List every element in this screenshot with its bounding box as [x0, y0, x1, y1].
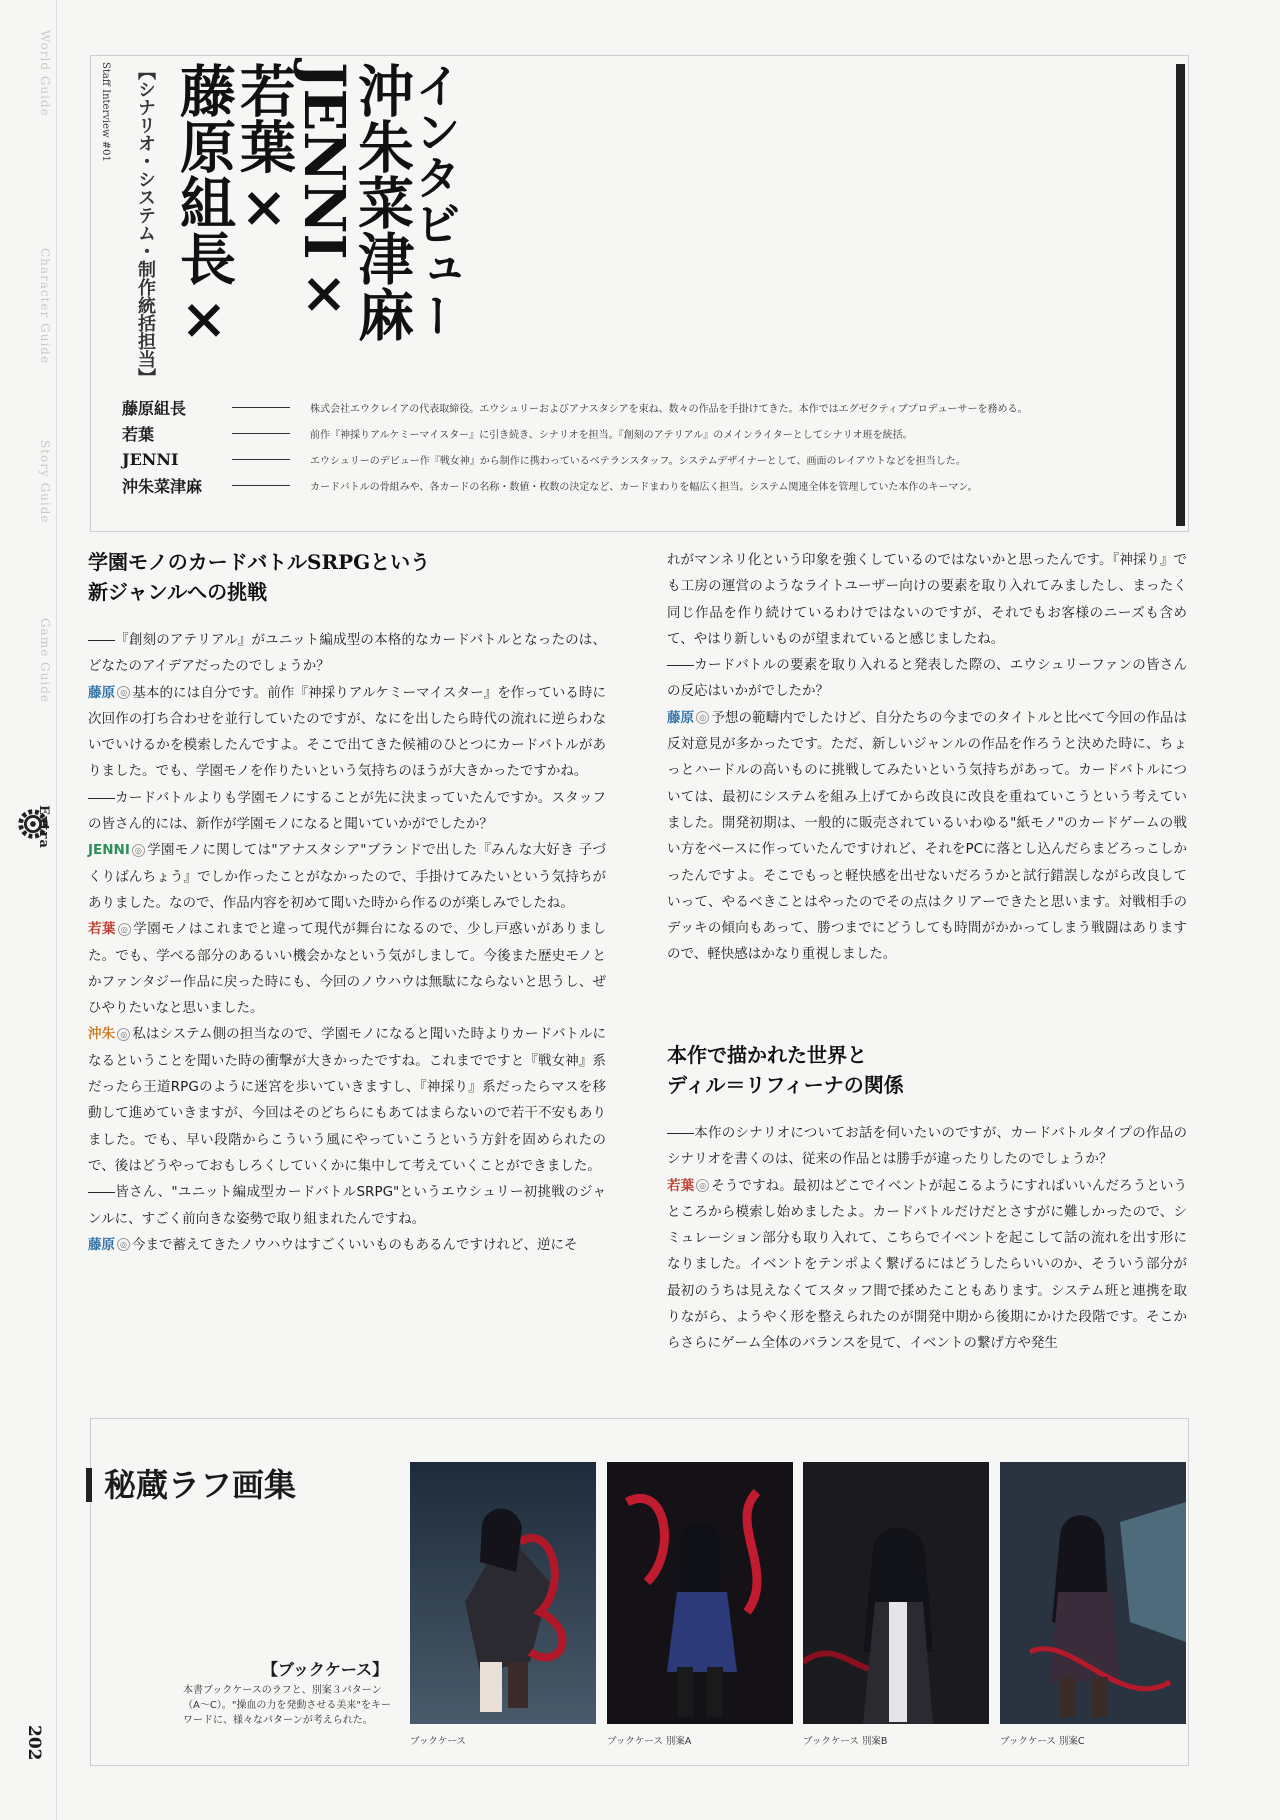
answer-text: 予想の範疇内でしたけど、自分たちの今までのタイトルと比べて今回の作品は反対意見が多かったです。ただ、新しいジャンルの作品を作ろうと決めた時に、ちょっとハードルの高いものに挑戦してみたいという気持ちがあって。カードバトルについては、最初にシステムを組み上げてから改良に改良を重ねていこうという考えていました。開発初期は、一般的に販売されているいわゆる"紙モノ"のカードゲームの戦い方をベースに作っていたんですけれど、それをPCに落とし込んだらまどろっこしかったんですよ。そこでもっと軽快感を出せないだろうかと試行錯誤しながら改良していって、やるべきことはやったのでその点はクリアーできたと思います。対戦相手のデッキの傾向もあって、勝つまでにどうしても時間がかかってしまう戦闘はありますので、軽快感はかなり重視しました。 [667, 709, 1188, 963]
speaker-mark-icon: ◎ [117, 1238, 130, 1251]
image-caption: ブックケース 別案A [607, 1736, 692, 1747]
speaker-label: 若葉 [88, 921, 116, 938]
answer-text: そうですね。最初はどこでイベントが起こるようにすればいいんだろうというところから模索し始めましたよ。カードバトルだけだとさすがに難しかったので、シミュレーション部分も取り入れて、こちらでイベントを起こして話の流れを出す形になりました。イベントをテンポよく繋げるにはどうしたらいいのか、そういう部分が最初のうちは見えなくてスタッフ間で揉めたこともあります。システム班と連携を取りながら、ようやく形を整えられたのが開発中期から後期にかけた段階です。そこからさらにゲーム全体のバランスを見て、イベントの繋げ方や発生 [667, 1177, 1188, 1352]
interview-answer [667, 1173, 1187, 1357]
gear-icon [14, 805, 52, 843]
interview-answer [667, 705, 1187, 968]
bookcase-alt-a-image [607, 1462, 793, 1724]
bookcase-description: 本書ブックケースのラフと、別案３パターン（A～C）。"操血の力を発動させる美来"をキーワードに、様々なパターンが考えられた。 [183, 1685, 392, 1726]
interview-question: ――カードバトルよりも学園モノにすることが先に決まっていたんですか。スタッフの皆さん的には、新作が学園モノになると聞いていかがでしたか？ [88, 789, 606, 833]
title-role-subtitle: 【シナリオ・システム・制作統括担当】 [135, 62, 156, 386]
interview-answer [88, 837, 606, 916]
staff-name: 藤原組長 [122, 398, 187, 418]
image-caption: ブックケース 別案B [803, 1736, 888, 1747]
side-nav-story-guide: Story Guide [38, 440, 52, 524]
side-nav-world-guide: World Guide [38, 30, 52, 117]
speaker-label: 藤原 [88, 684, 116, 701]
image-caption: ブックケース [410, 1736, 466, 1747]
staff-row [122, 447, 966, 471]
side-nav-game-guide: Game Guide [38, 618, 52, 703]
title-fujiwara: 藤原組長× [171, 62, 237, 352]
speaker-mark-icon: ◎ [696, 1179, 709, 1192]
interview-answer [88, 916, 606, 1021]
bookcase-title: 【ブックケース】 [262, 1660, 389, 1679]
staff-divider-line [232, 433, 290, 434]
interview-answer [88, 680, 606, 785]
article-column-left [88, 627, 606, 1258]
side-nav-extra: Extra [36, 805, 51, 849]
speaker-mark-icon: ◎ [117, 1028, 130, 1041]
bookcase-rough-image [410, 1462, 596, 1724]
article-column-right [667, 547, 1187, 968]
section-heading-line: ディル＝リフィーナの関係 [667, 1073, 904, 1097]
interview-question: ――皆さん、"ユニット編成型カードバトルSRPG"というエウシュリー初挑戦のジャンルに、すごく前向きな姿勢で取り組まれたんですね。 [88, 1184, 606, 1227]
side-nav-character-guide: Character Guide [38, 248, 52, 365]
staff-divider-line [232, 407, 290, 408]
side-navigation [16, 0, 57, 1820]
speaker-label: JENNI [88, 842, 130, 859]
staff-name: JENNI [122, 449, 179, 469]
answer-text: 学園モノはこれまでと違って現代が舞台になるので、少し戸惑いがありました。でも、学べる部分のあるいい機会かなという気がしまして。今後また歴史モノとかファンタジー作品に戻った時にも、今回のノウハウは無駄にならないと思うし、ぜひやりたいなと思いました。 [88, 921, 606, 1017]
staff-description: 株式会社エウクレイアの代表取締役。エウシュリーおよびアナスタシアを束ね、数々の作品を手掛けてきた。本作ではエグゼクティブプロデューサーを務める。 [310, 403, 1028, 415]
interview-answer [88, 1021, 606, 1179]
answer-text: 基本的には自分です。前作『神採りアルケミーマイスター』を作っている時に次回作の打ち合わせを並行していたのですが、なにを出したら時代の流れに逆らわないでいけるかを模索したんですよ。そこで出てきた候補のひとつにカードバトルがありました。でも、学園モノを作りたいという気持ちのほうが大きかったですかね。 [88, 684, 606, 780]
speaker-label: 若葉 [667, 1177, 695, 1194]
page-number: 202 [24, 1725, 44, 1761]
gallery-accent-bar [86, 1468, 92, 1502]
speaker-mark-icon: ◎ [696, 711, 709, 724]
staff-description: エウシュリーのデビュー作『戦女神』から制作に携わっているベテランスタッフ。システムデザイナーとして、画面のレイアウトなどを担当した。 [310, 455, 966, 467]
staff-row [122, 395, 1028, 419]
title-interview: インタビュー [408, 62, 462, 338]
answer-text: 学園モノに関しては"アナスタシア"ブランドで出した『みんな大好き 子づくりばんちょう』でしか作ったことがなかったので、手掛けてみたいという気持ちがありました。なので、作品内容を初めて聞いた時から作るのが楽しみでしたね。 [88, 842, 606, 911]
header-accent-bar [1176, 64, 1185, 526]
section-heading-2 [667, 1040, 904, 1100]
interview-question: ――本作のシナリオについてお話を伺いたいのですが、カードバトルタイプの作品のシナリオを書くのは、従来の作品とは勝手が違ったりしたのでしょうか？ [667, 1125, 1187, 1168]
interview-question: ――『創刻のアテリアル』がユニット編成型の本格的なカードバトルとなったのは、どなたのアイデアだったのでしょうか？ [88, 632, 606, 675]
speaker-mark-icon: ◎ [118, 923, 131, 936]
section-heading-line: 新ジャンルへの挑戦 [88, 580, 268, 604]
speaker-mark-icon: ◎ [132, 844, 145, 857]
series-label: Staff Interview #01 [100, 62, 111, 162]
staff-name: 沖朱菜津麻 [122, 476, 203, 496]
title-oki: 沖朱菜津麻 [349, 62, 415, 342]
section-heading-line: 学園モノのカードバトルSRPGという [88, 550, 431, 574]
title-wakaba: 若葉× [231, 62, 297, 240]
gallery-title: 秘蔵ラフ画集 [104, 1466, 297, 1504]
speaker-label: 藤原 [667, 709, 695, 726]
answer-continuation: れがマンネリ化という印象を強くしているのではないかと思ったんです。『神採り』でも工房の運営のようなライトユーザー向けの要素を取り入れてみましたし、まったく同じ作品を作り続けているわけではないのですが、それでもお客様のニーズも含めて、やはり新しいものが望まれていると感じましたね。 [667, 552, 1187, 647]
bookcase-alt-b-image [803, 1462, 989, 1724]
staff-name: 若葉 [122, 424, 155, 444]
section-heading-line: 本作で描かれた世界と [667, 1043, 867, 1067]
staff-row [122, 421, 913, 445]
article-column-right-2 [667, 1120, 1187, 1357]
speaker-label: 沖朱 [88, 1026, 116, 1043]
section-heading-1 [88, 547, 430, 607]
image-caption: ブックケース 別案C [1000, 1736, 1085, 1747]
staff-divider-line [232, 459, 290, 460]
title-jenni: JENNI× [291, 62, 357, 326]
interview-answer [88, 1232, 606, 1258]
interview-question: ――カードバトルの要素を取り入れると発表した際の、エウシュリーファンの皆さんの反応はいかがでしたか？ [667, 657, 1187, 700]
speaker-mark-icon: ◎ [117, 686, 130, 699]
staff-description: 前作『神採りアルケミーマイスター』に引き続き、シナリオを担当。『創刻のアテリアル』のメインライターとしてシナリオ班を統括。 [310, 429, 913, 441]
staff-description: カードバトルの骨組みや、各カードの名称・数値・枚数の決定など、カードまわりを幅広く担当。システム関連全体を管理していた本作のキーマン。 [310, 481, 978, 493]
answer-text: 私はシステム側の担当なので、学園モノになると聞いた時よりカードバトルになるということを聞いた時の衝撃が大きかったですね。これまでですと『戦女神』系だったら王道RPGのように迷宮を歩いていきますし、『神採り』系だったらマスを移動して進めていきますが、今回はそのどちらにもあてはまらないので若干不安もありました。でも、早い段階からこういう風にやっていこうという方針を固められたので、後はどうやっておもしろくしていくかに集中して考えていくことができました。 [88, 1026, 606, 1174]
bookcase-alt-c-image [1000, 1462, 1186, 1724]
answer-text: 今まで蓄えてきたノウハウはすごくいいものもあるんですけれど、逆にそ [132, 1236, 578, 1253]
staff-row [122, 473, 978, 497]
speaker-label: 藤原 [88, 1236, 115, 1253]
staff-divider-line [232, 485, 290, 486]
